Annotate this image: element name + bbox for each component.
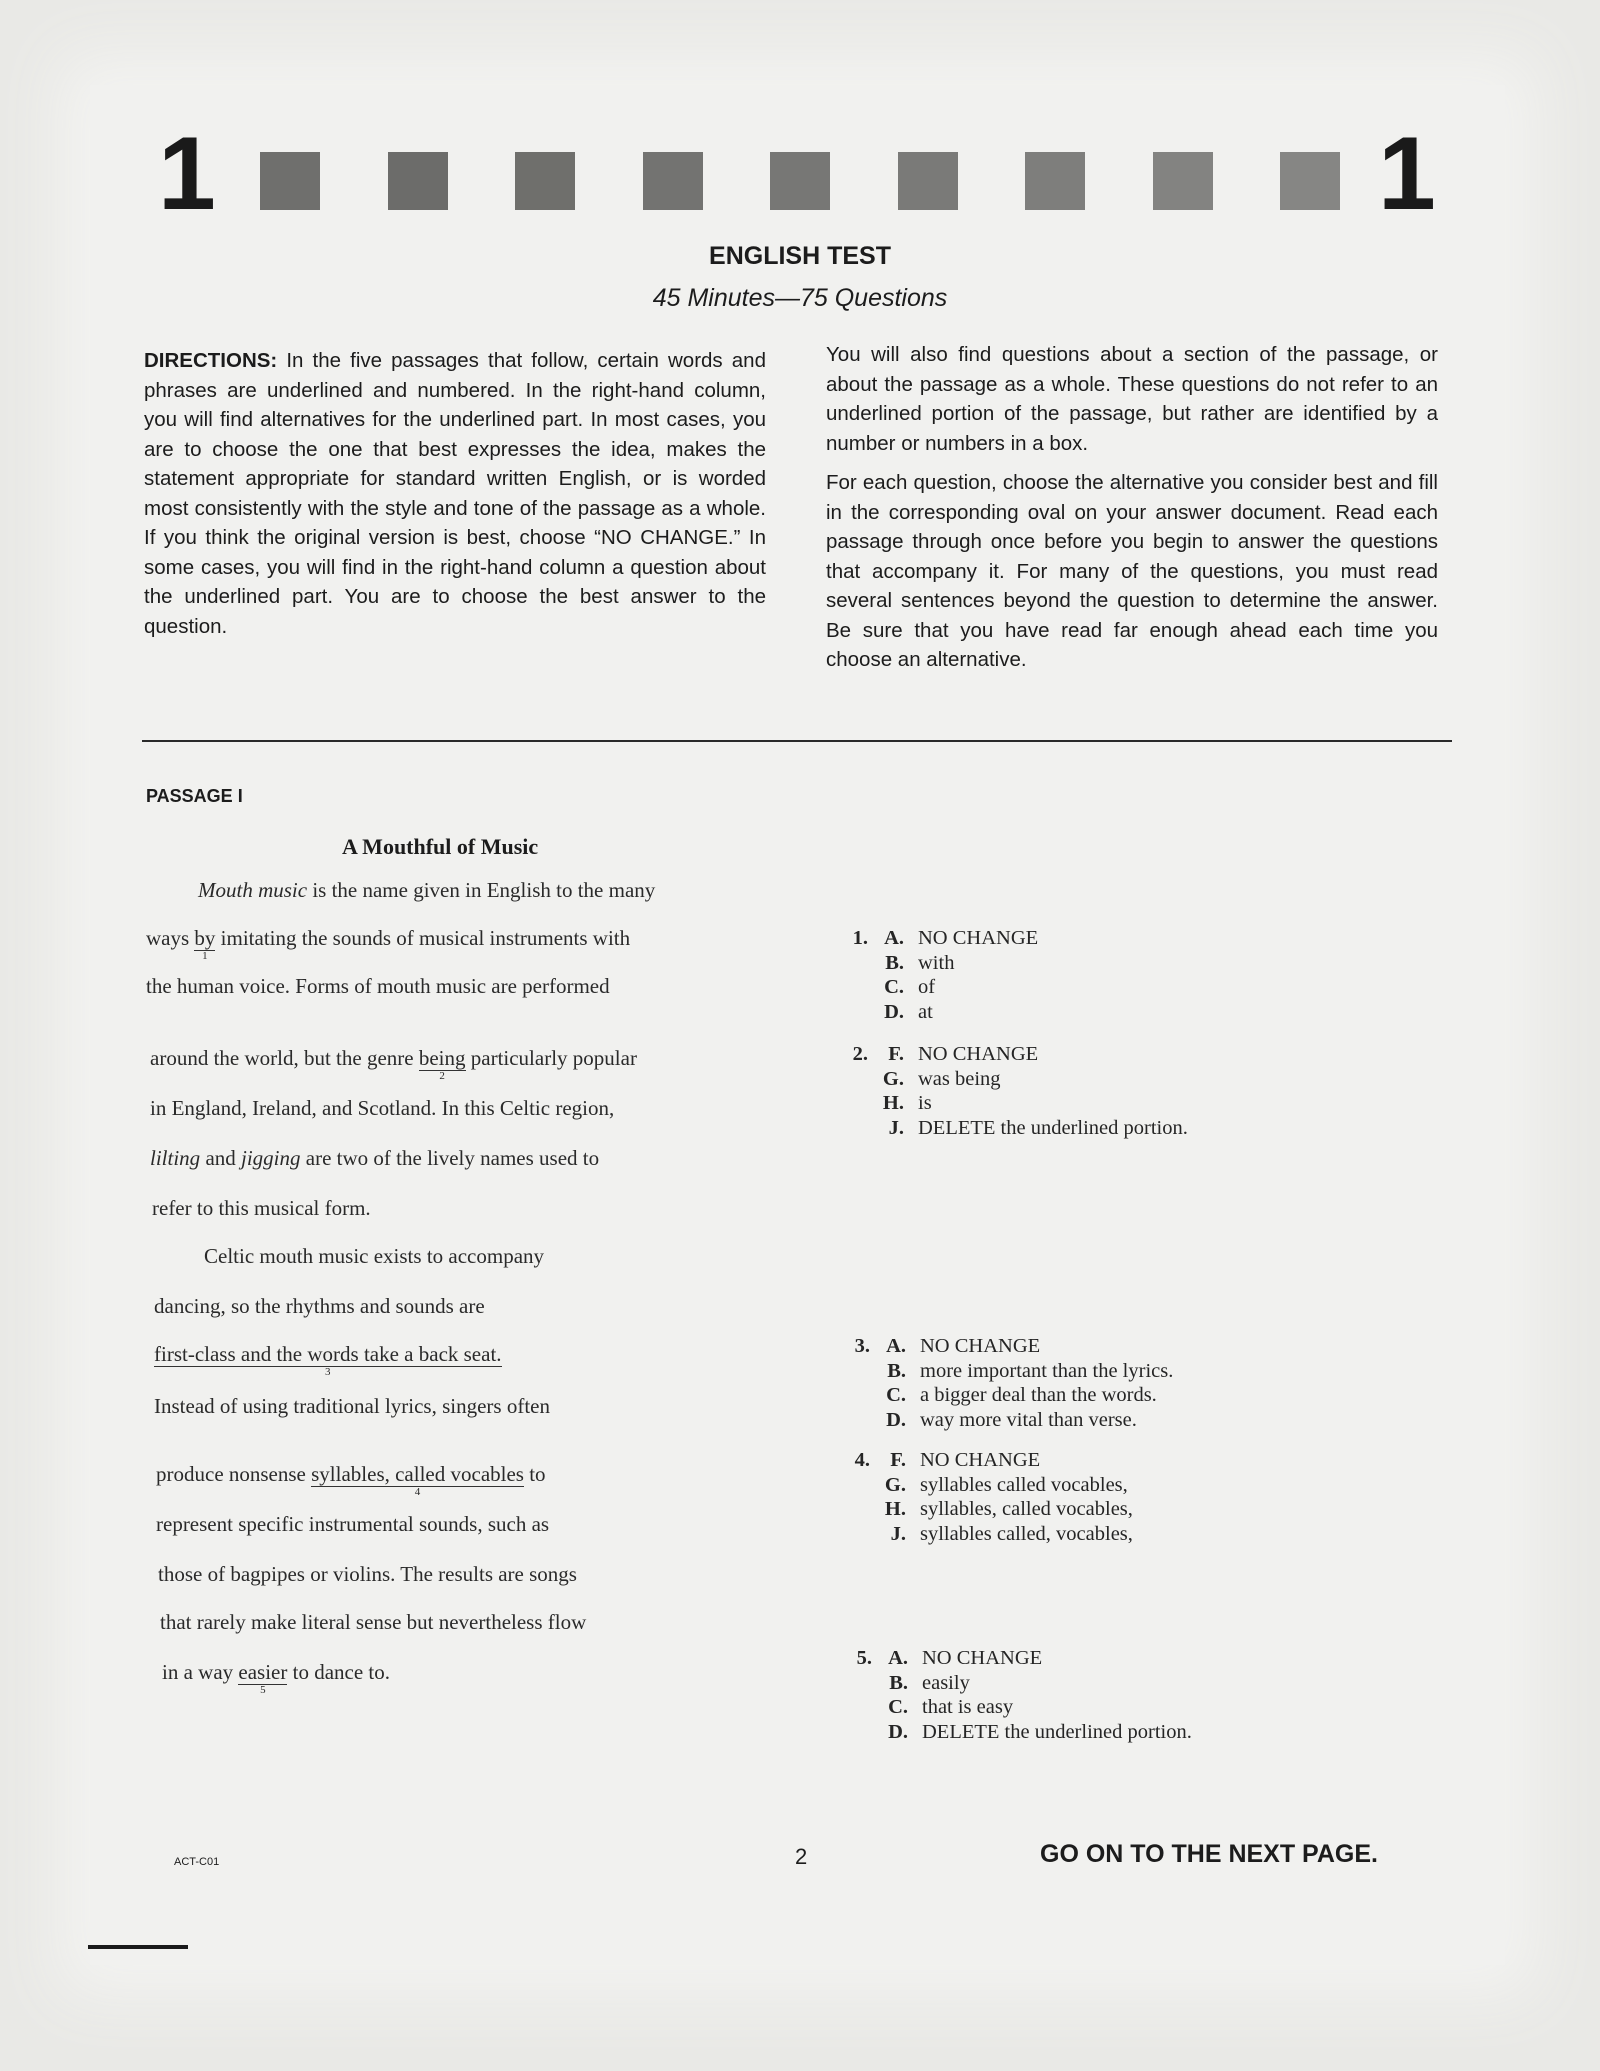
passage-line: ways by 1 imitating the sounds of musical instruments with: [146, 926, 631, 963]
term-mouth-music: Mouth music: [198, 878, 308, 902]
term-jigging: jigging: [241, 1146, 301, 1170]
answer-option[interactable]: B. more important than the lyrics.: [887, 1359, 1174, 1382]
directions-left: [144, 346, 766, 651]
question-5: [838, 1646, 1192, 1744]
question-ref-1: 1: [202, 950, 208, 963]
answer-option[interactable]: H. is: [882, 1092, 932, 1114]
answer-option[interactable]: 1. A. NO CHANGE: [852, 927, 1039, 949]
passage-line: those of bagpipes or violins. The results are songs: [158, 1562, 577, 1586]
directions-label: DIRECTIONS:: [144, 349, 278, 372]
header-square: [1025, 152, 1085, 210]
header-square: [898, 152, 958, 210]
passage-label: PASSAGE I: [146, 786, 243, 806]
question-3: [836, 1334, 1173, 1432]
directions-right-para-1: You will also find questions about a section of the passage, or about the passage as a whole. These questions do not refer to an underlined portion of the passage, but rather are identified by a number or numbers in a box.: [826, 343, 1438, 455]
form-code: ACT-C01: [174, 1856, 220, 1868]
underline-q5[interactable]: easier 5: [238, 1660, 288, 1697]
question-1: [834, 926, 1038, 1024]
answer-option[interactable]: 4. F. NO CHANGE: [854, 1449, 1041, 1471]
passage-line: Instead of using traditional lyrics, singers often: [154, 1394, 550, 1418]
answer-option[interactable]: B. easily: [889, 1671, 970, 1694]
directions-right-para-2: For each question, choose the alternative you consider best and fill in the corresponding oval on your answer document. Read each passage through once before you begin to answer the questions that accompany it. For many of the questions, you must read several sentences beyond the question to determine the answer. Be sure that you have read far enough ahead each time you choose an alternative.: [826, 471, 1438, 671]
passage-line: produce nonsense syllables, called vocables 4 to: [156, 1462, 546, 1499]
question-ref-5: 5: [260, 1684, 266, 1697]
section-number-right: 1: [1378, 116, 1436, 232]
underline-q3[interactable]: first-class and the words take a back seat. 3: [154, 1342, 502, 1379]
answer-option[interactable]: J. syllables called, vocables,: [890, 1522, 1133, 1545]
directions-right: [826, 340, 1438, 685]
answer-option[interactable]: D. at: [884, 1000, 933, 1023]
answer-option[interactable]: D. way more vital than verse.: [886, 1408, 1137, 1431]
passage-line: the human voice. Forms of mouth music are performed: [146, 974, 610, 998]
header-square: [1153, 152, 1213, 210]
answer-option[interactable]: 3. A. NO CHANGE: [854, 1335, 1041, 1357]
test-title: ENGLISH TEST: [709, 242, 891, 270]
answer-option[interactable]: B. with: [885, 951, 955, 974]
header-square: [388, 152, 448, 210]
question-ref-3: 3: [325, 1366, 331, 1379]
passage-title: A Mouthful of Music: [342, 834, 539, 859]
answer-option[interactable]: C. a bigger deal than the words.: [886, 1384, 1157, 1406]
test-subtitle: 45 Minutes—75 Questions: [652, 284, 948, 312]
directions-left-text: In the five passages that follow, certain words and phrases are underlined and numbered. In the right-hand column, you will find alternatives for the underlined part. In most cases, you are to choose the one that best expresses the idea, makes the statement appropriate for standard written English, or is worded most consistently with the style and tone of the passage as a whole. If you think the original version is best, choose “NO CHANGE.” In some cases, you will find in the right-hand column a question about the underlined part. You are to choose the best answer to the question.: [144, 349, 766, 638]
underline-q2[interactable]: being 2: [418, 1046, 466, 1083]
passage-line: Mouth music is the name given in English to the many: [198, 878, 656, 902]
answer-option[interactable]: 2. F. NO CHANGE: [852, 1043, 1039, 1065]
answer-option[interactable]: G. was being: [882, 1067, 1001, 1090]
section-number-left: 1: [158, 116, 216, 232]
answer-option[interactable]: H. syllables, called vocables,: [884, 1498, 1133, 1520]
passage-line: lilting and jigging are two of the lively names used to: [150, 1146, 600, 1170]
question-ref-2: 2: [439, 1070, 445, 1083]
answer-option[interactable]: G. syllables called vocables,: [884, 1473, 1128, 1496]
page-number: 2: [795, 1844, 808, 1869]
header-square: [260, 152, 320, 210]
question-ref-4: 4: [414, 1486, 421, 1499]
underline-q4[interactable]: syllables, called vocables 4: [311, 1462, 524, 1499]
answer-option[interactable]: C. of: [884, 976, 936, 998]
header-square: [515, 152, 575, 210]
go-on-notice: GO ON TO THE NEXT PAGE.: [1040, 1840, 1379, 1868]
answer-option[interactable]: J. DELETE the underlined portion.: [888, 1116, 1188, 1139]
scan-edge-mark: [88, 1945, 188, 1949]
header-square: [1280, 152, 1340, 210]
passage-line: around the world, but the genre being 2 particularly popular: [150, 1046, 637, 1083]
passage-line: Celtic mouth music exists to accompany: [204, 1244, 545, 1268]
term-lilting: lilting: [150, 1146, 201, 1170]
answer-option[interactable]: 5. A. NO CHANGE: [856, 1647, 1043, 1669]
passage-line: that rarely make literal sense but nevertheless flow: [160, 1610, 587, 1634]
underline-q1[interactable]: by 1: [194, 926, 216, 963]
question-2: [834, 1042, 1188, 1140]
answer-option[interactable]: D. DELETE the underlined portion.: [888, 1720, 1192, 1743]
passage-line: dancing, so the rhythms and sounds are: [154, 1294, 485, 1318]
header-square: [643, 152, 703, 210]
section-divider: [142, 740, 1452, 742]
passage-line: [154, 1342, 502, 1379]
passage-line: in a way easier 5 to dance to.: [162, 1660, 391, 1697]
passage-line: represent specific instrumental sounds, such as: [156, 1512, 550, 1536]
header-square: [770, 152, 830, 210]
question-4: [836, 1448, 1133, 1546]
passage-line: in England, Ireland, and Scotland. In this Celtic region,: [150, 1096, 615, 1120]
answer-option[interactable]: C. that is easy: [888, 1696, 1014, 1718]
passage-line: refer to this musical form.: [152, 1196, 371, 1220]
